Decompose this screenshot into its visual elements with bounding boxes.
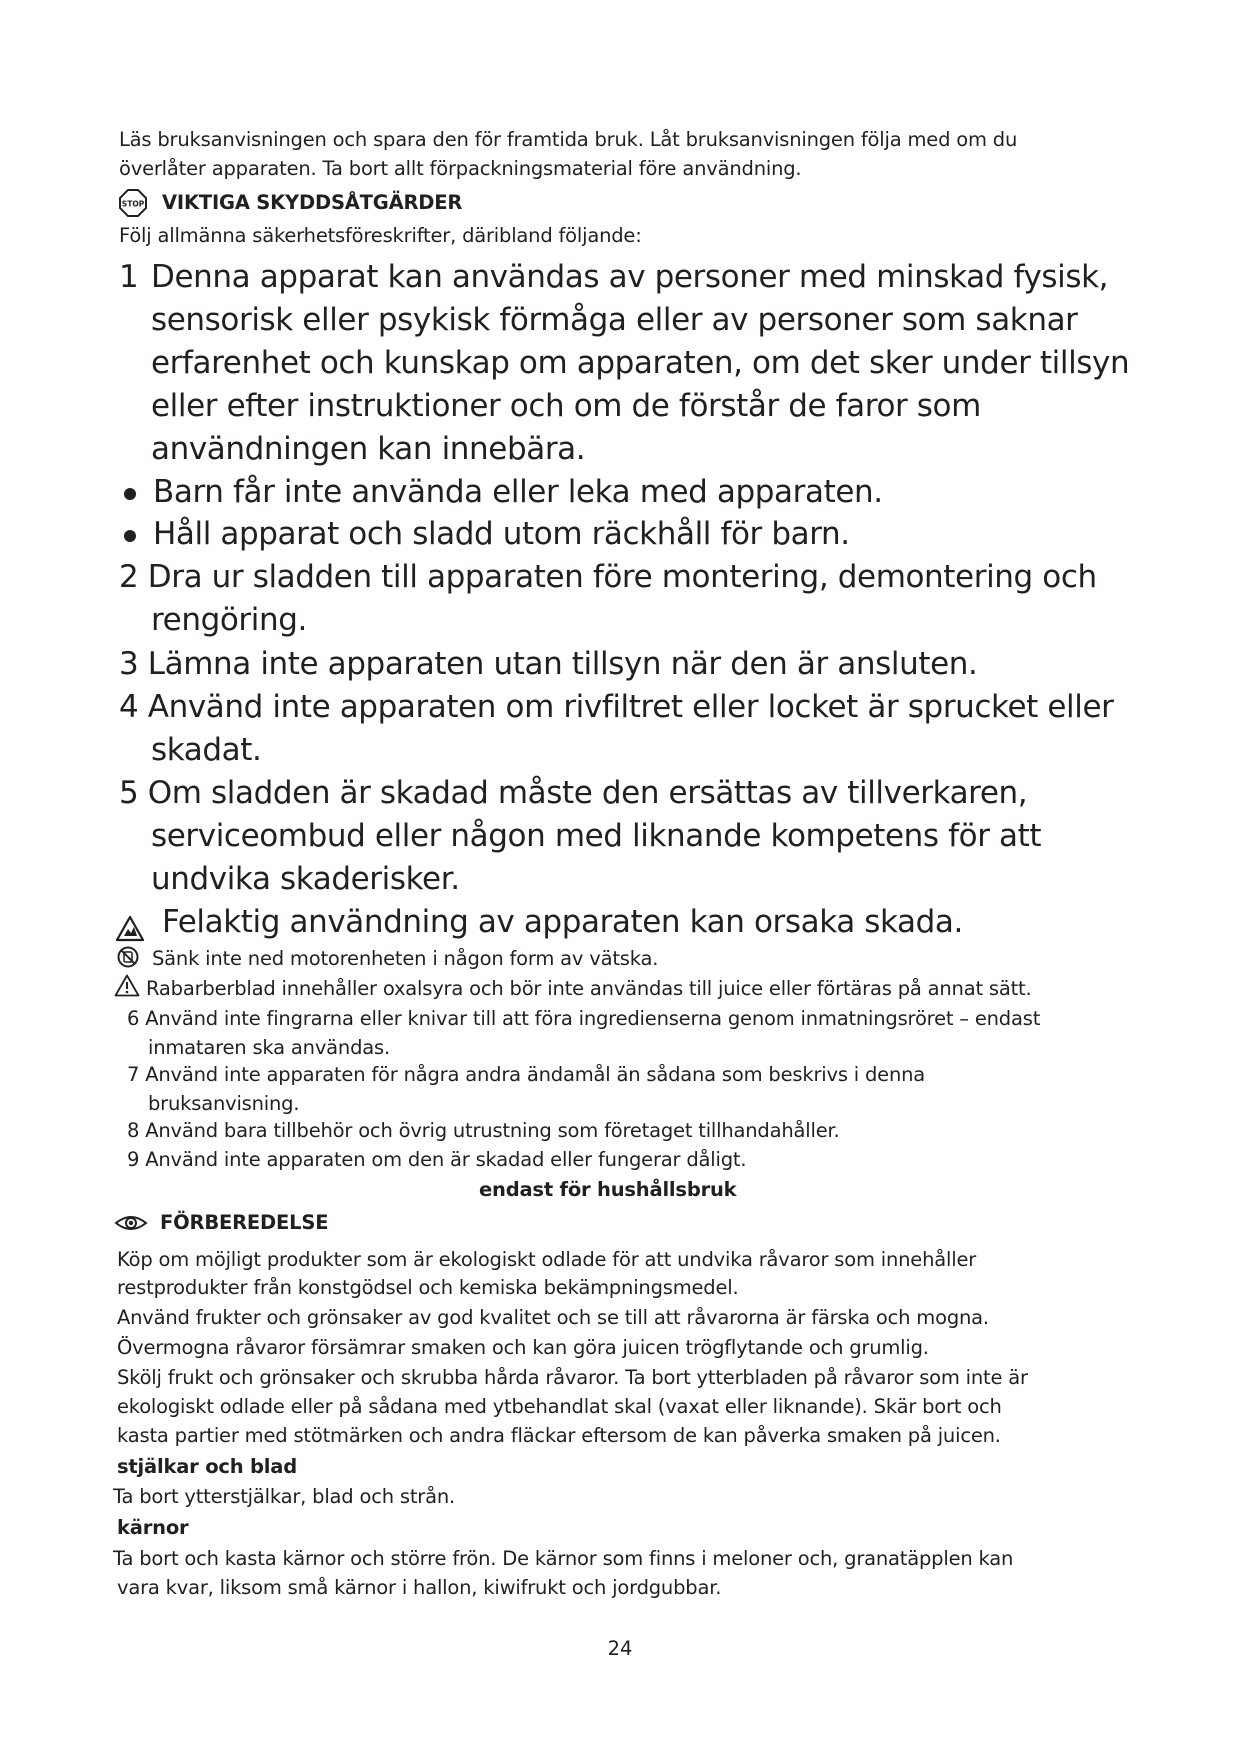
warning-icon <box>114 974 140 997</box>
seeds-heading: kärnor <box>117 1516 189 1539</box>
hazard-icon <box>115 915 145 942</box>
preparation-line-6: ekologiskt odlade eller på sådana med ytbehandlat skal (vaxat eller liknande). Skär bort och <box>117 1395 1002 1418</box>
rhubarb-warning-text: Rabarberblad innehåller oxalsyra och bör inte användas till juice eller förtäras på annat sätt. <box>146 977 1032 1000</box>
household-use-note: endast för hushållsbruk <box>479 1178 737 1201</box>
no-immerse-icon <box>117 946 139 968</box>
preparation-line-4: Övermogna råvaror försämrar smaken och kan göra juicen trögflytande och grumlig. <box>117 1336 929 1359</box>
intro-line-2: överlåter apparaten. Ta bort allt förpackningsmaterial före användning. <box>119 157 802 180</box>
stop-icon-label: STOP <box>121 199 145 209</box>
preparation-line-7: kasta partier med stötmärken och andra fläckar eftersom de kan påverka smaken på juicen. <box>117 1424 1001 1447</box>
stalks-heading: stjälkar och blad <box>117 1455 297 1478</box>
item-1-line-1: Denna apparat kan användas av personer med minskad fysisk, <box>151 259 1109 295</box>
preparation-line-1: Köp om möjligt produkter som är ekologiskt odlade för att undvika råvaror som innehåller <box>117 1248 977 1271</box>
item-6-line-2: inmataren ska användas. <box>148 1036 390 1059</box>
item-1-line-2: sensorisk eller psykisk förmåga eller av personer som saknar <box>151 302 1078 338</box>
bullet-dot <box>124 488 136 500</box>
stop-icon <box>119 189 147 217</box>
safeguards-heading: VIKTIGA SKYDDSÅTGÄRDER <box>162 191 463 214</box>
item-1-line-4: eller efter instruktioner och om de förstår de faror som <box>151 388 981 424</box>
item-1-line-3: erfarenhet och kunskap om apparaten, om det sker under tillsyn <box>151 345 1130 381</box>
bullet-dot <box>124 530 136 542</box>
item-3-line-1: 3 Lämna inte apparaten utan tillsyn när den är ansluten. <box>119 646 978 682</box>
safeguards-subheading: Följ allmänna säkerhetsföreskrifter, däribland följande: <box>119 224 642 247</box>
item-9-text: 9 Använd inte apparaten om den är skadad eller fungerar dåligt. <box>127 1148 747 1171</box>
page-number: 24 <box>607 1637 633 1660</box>
item-7-line-2: bruksanvisning. <box>148 1092 300 1115</box>
intro-line-1: Läs bruksanvisningen och spara den för framtida bruk. Låt bruksanvisningen följa med om du <box>119 128 1018 151</box>
item-1-number: 1 <box>119 259 139 295</box>
seeds-line-2: vara kvar, liksom små kärnor i hallon, kiwifrukt och jordgubbar. <box>117 1576 722 1599</box>
seeds-line-1: Ta bort och kasta kärnor och större frön. De kärnor som finns i meloner och, granatäpplen kan <box>113 1547 1014 1570</box>
item-4-line-1: 4 Använd inte apparaten om rivfiltret eller locket är sprucket eller <box>119 689 1114 725</box>
preparation-line-2: restprodukter från konstgödsel och kemiska bekämpningsmedel. <box>117 1276 739 1299</box>
item-5-line-3: undvika skaderisker. <box>151 861 460 897</box>
item-2-line-2: rengöring. <box>151 602 307 638</box>
stalks-text: Ta bort ytterstjälkar, blad och strån. <box>113 1485 456 1508</box>
no-immerse-text: Sänk inte ned motorenheten i någon form av vätska. <box>152 947 659 970</box>
item-6-line-1: 6 Använd inte fingrarna eller knivar till att föra ingredienserna genom inmatningsröret – endast <box>127 1007 1041 1030</box>
warning-main-text: Felaktig användning av apparaten kan orsaka skada. <box>162 904 963 940</box>
eye-icon <box>114 1213 148 1233</box>
item-1-line-5: användningen kan innebära. <box>151 431 586 467</box>
item-7-line-1: 7 Använd inte apparaten för några andra ändamål än sådana som beskrivs i denna <box>127 1063 926 1086</box>
bullet-item: Håll apparat och sladd utom räckhåll för barn. <box>153 516 850 552</box>
preparation-line-5: Skölj frukt och grönsaker och skrubba hårda råvaror. Ta bort ytterbladen på råvaror som inte är <box>117 1366 1028 1389</box>
item-5-line-2: serviceombud eller någon med liknande kompetens för att <box>151 818 1042 854</box>
preparation-line-3: Använd frukter och grönsaker av god kvalitet och se till att råvarorna är färska och mogna. <box>117 1306 989 1329</box>
item-5-line-1: 5 Om sladden är skadad måste den ersättas av tillverkaren, <box>119 775 1028 811</box>
item-8-text: 8 Använd bara tillbehör och övrig utrustning som företaget tillhandahåller. <box>127 1119 840 1142</box>
item-2-line-1: 2 Dra ur sladden till apparaten före montering, demontering och <box>119 559 1097 595</box>
bullet-item: Barn får inte använda eller leka med apparaten. <box>153 474 883 510</box>
preparation-heading: FÖRBEREDELSE <box>160 1211 329 1234</box>
item-4-line-2: skadat. <box>151 732 262 768</box>
